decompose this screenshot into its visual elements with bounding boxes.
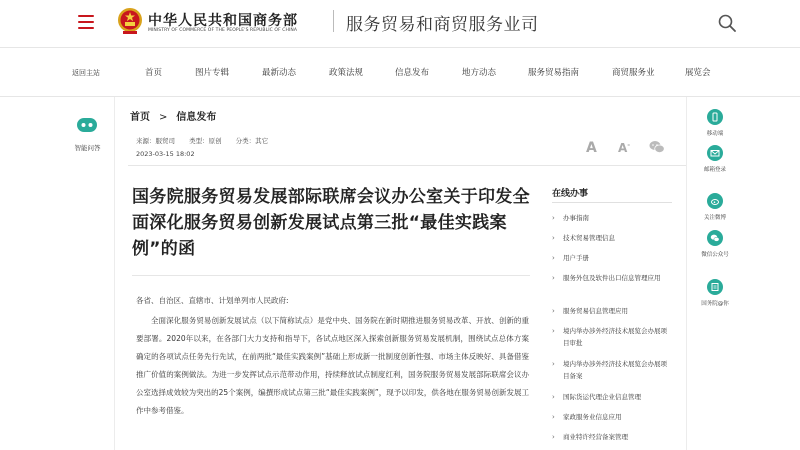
nav-item-exhibitions[interactable]: 展览会: [685, 68, 711, 78]
mobile-link[interactable]: [687, 109, 743, 137]
sidebar-item[interactable]: [552, 358, 670, 382]
sidebar-item[interactable]: [552, 212, 670, 224]
sidebar-item[interactable]: [552, 272, 670, 284]
chevron-right-icon: ›: [552, 254, 555, 262]
sidebar-item-label: 商业特许经营备案管理: [563, 433, 628, 441]
article-paragraph: 全面深化服务贸易创新发展试点（以下简称试点）是党中央、国务院在新时期推进服务贸易改革、开放、创新的重要部署。2020年以来，在各部门大力支持和指导下，各试点地区深入探索创新服务贸易发展机制，围绕试点总体方案确定的各项试点任务先行先试，在前两批“最佳实践案例”基础上形成新一批制度创新性强、市场主体反映好、具备借鉴推广价值的案例做法。为进一步发挥试点示范带动作用，持续释放试点制度红利，国务院服务贸易发展部际联席会议办公室选择成效较为突出的25个案例，编撰形成试点第三批“最佳实践案例”，现予以印发，供各地在服务贸易创新发展工作中参考借鉴。: [136, 316, 529, 415]
chevron-right-icon: ›: [552, 234, 555, 242]
chevron-right-icon: ›: [552, 327, 555, 335]
mobile-label: 移动端: [706, 131, 724, 137]
chevron-right-icon: ›: [552, 274, 555, 282]
chat-bot-icon[interactable]: [76, 117, 98, 135]
national-emblem-icon[interactable]: [117, 7, 143, 35]
sidebar-item-label: 境内举办涉外经济技术展览会办展项目备案: [563, 360, 667, 380]
title-divider: [132, 275, 530, 276]
weibo-link[interactable]: [687, 193, 743, 221]
main-nav: [0, 49, 800, 97]
sidebar-item-label: 用户手册: [563, 254, 589, 262]
chevron-right-icon: ›: [552, 307, 555, 315]
site-title[interactable]: 服务贸易和商贸服务业司: [346, 15, 539, 35]
sidebar-divider: [552, 202, 672, 203]
sidebar-item[interactable]: [552, 431, 670, 443]
article-title: 国务院服务贸易发展部际联席会议办公室关于印发全面深化服务贸易创新发展试点第三批“最佳实践案例”的函: [132, 187, 530, 259]
chevron-right-icon: ›: [552, 214, 555, 222]
meta-category: 分类：其它: [235, 137, 269, 145]
state-council-link[interactable]: [687, 279, 743, 307]
chevron-right-icon: ›: [552, 360, 555, 368]
sidebar-item[interactable]: [552, 252, 670, 264]
right-rail: [686, 97, 742, 450]
breadcrumb-home[interactable]: 首页: [130, 112, 150, 123]
left-rail: [60, 97, 115, 450]
nav-item-info-release[interactable]: 信息发布: [395, 68, 430, 78]
sidebar-item[interactable]: [552, 411, 670, 423]
nav-item-home[interactable]: 首页: [145, 68, 163, 78]
article-salutation: 各省、自治区、直辖市、计划单列市人民政府:: [136, 296, 289, 305]
wechat-account-link[interactable]: [687, 230, 743, 258]
nav-item-photo-albums[interactable]: 图片专辑: [195, 68, 230, 78]
sidebar-item[interactable]: [552, 391, 670, 403]
wechat-account-label: 微信公众号: [701, 252, 729, 258]
mail-login-label: 邮箱登录: [703, 167, 726, 173]
smart-qa-label[interactable]: 智能问答: [74, 144, 101, 152]
chevron-right-icon: ›: [552, 413, 555, 421]
nav-item-local-news[interactable]: 地方动态: [462, 68, 497, 78]
weibo-icon: [710, 196, 720, 206]
sidebar-item-label: 办事指南: [563, 214, 589, 222]
meta-type: 类型：原创: [189, 137, 222, 145]
online-services-title: 在线办事: [552, 189, 589, 199]
breadcrumb-separator: >: [159, 112, 168, 123]
sidebar-item[interactable]: [552, 305, 670, 317]
font-size-decrease-label: A: [618, 141, 628, 155]
chevron-right-icon: ›: [552, 433, 555, 441]
sidebar-item[interactable]: [552, 232, 670, 244]
meta-divider: [128, 165, 686, 166]
sidebar-item-label: 服务外包及软件出口信息管理应用: [563, 274, 661, 282]
nav-item-commercial-services[interactable]: 商贸服务业: [612, 68, 655, 78]
font-size-decrease-button[interactable]: A-: [618, 141, 631, 155]
wechat-icon: [710, 233, 720, 243]
breadcrumb-current[interactable]: 信息发布: [176, 112, 217, 123]
site-header: [0, 0, 800, 48]
mail-icon: [710, 148, 720, 158]
ministry-name-cn[interactable]: 中华人民共和国商务部: [148, 13, 298, 29]
nav-item-policies[interactable]: 政策法规: [329, 68, 364, 78]
wechat-share-icon[interactable]: [649, 140, 665, 154]
meta-source: 来源：服贸司: [136, 137, 175, 145]
weibo-label: 关注微博: [703, 215, 726, 221]
sidebar-item-label: 家政服务业信息应用: [563, 413, 622, 421]
mobile-icon: [710, 112, 720, 122]
font-size-increase-button[interactable]: A: [586, 140, 597, 156]
header-divider: [333, 10, 334, 32]
chevron-right-icon: ›: [552, 393, 555, 401]
meta-date: 2023-03-15 18:02: [136, 150, 195, 158]
sidebar-item-label: 技术贸易管理信息: [563, 234, 615, 242]
nav-item-latest-news[interactable]: 最新动态: [262, 68, 297, 78]
sidebar-item[interactable]: [552, 325, 670, 349]
back-to-main-site-link[interactable]: 返回主站: [72, 69, 100, 77]
sidebar-item-label: 服务贸易信息管理应用: [563, 307, 628, 315]
sidebar-item-label: 国际货运代理企业信息管理: [563, 393, 641, 401]
ministry-name-en: MINISTRY OF COMMERCE OF THE PEOPLE'S REPUBLIC OF CHINA: [148, 28, 298, 33]
state-council-label: 国务院@你: [701, 301, 729, 307]
article-meta: [136, 136, 280, 145]
menu-icon[interactable]: [78, 15, 94, 29]
state-council-icon: [710, 282, 720, 292]
mail-login-link[interactable]: [687, 145, 743, 173]
search-icon[interactable]: [718, 14, 736, 32]
breadcrumb: [130, 108, 216, 123]
sidebar-item-label: 境内举办涉外经济技术展览会办展项目审批: [563, 327, 667, 347]
nav-item-trade-guide[interactable]: 服务贸易指南: [528, 68, 580, 78]
